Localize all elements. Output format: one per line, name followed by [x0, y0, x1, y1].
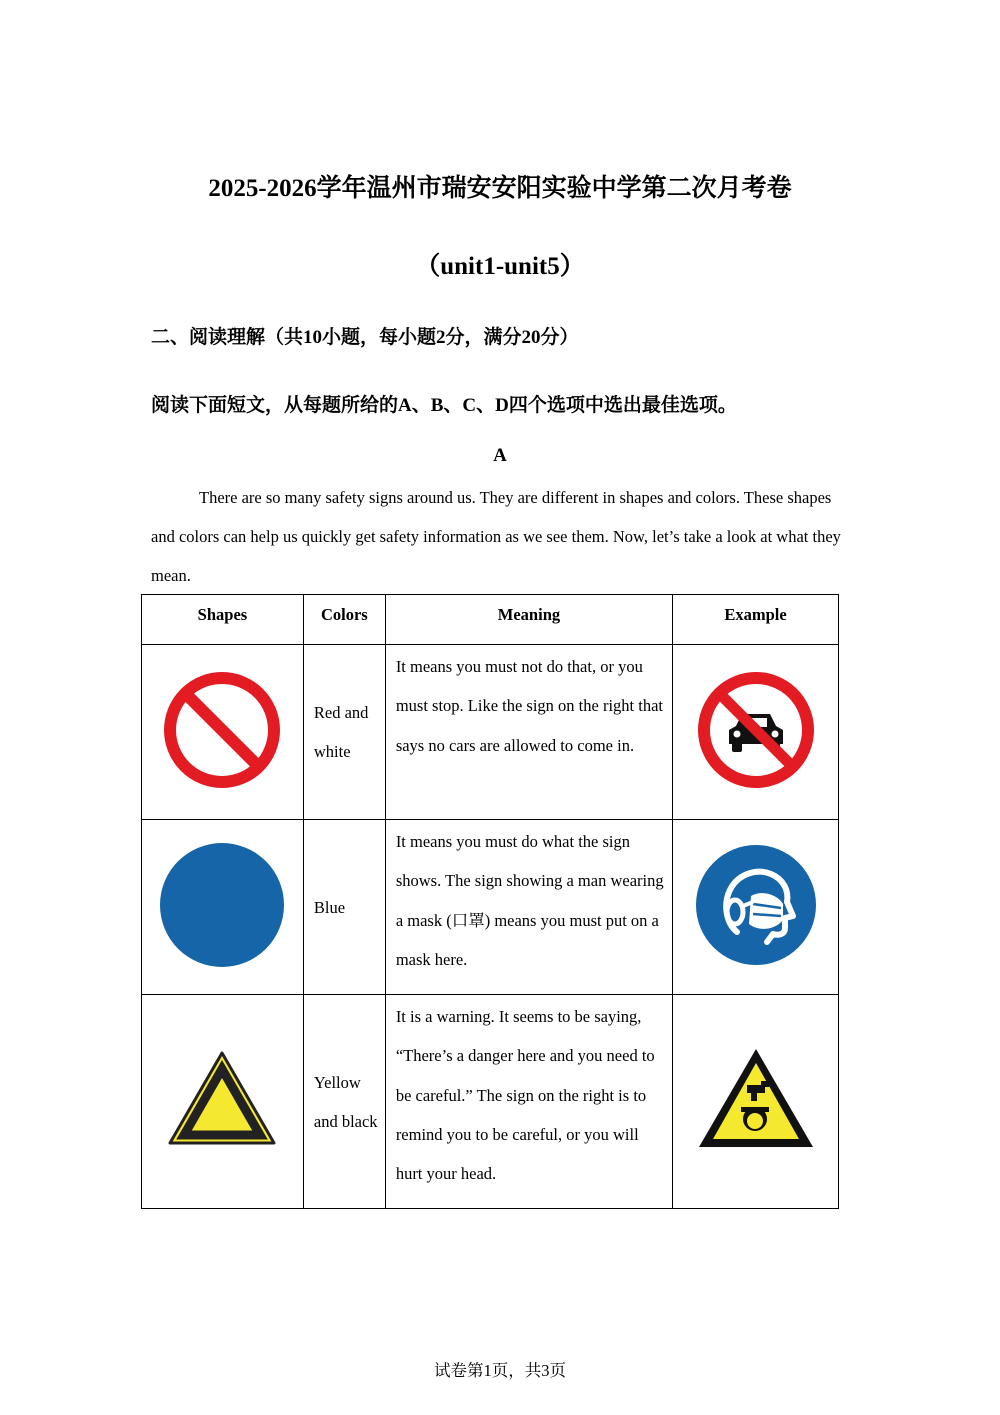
- exam-title: 2025-2026学年温州市瑞安安阳实验中学第二次月考卷: [208, 175, 792, 202]
- wear-mask-sign-icon: [695, 844, 817, 966]
- passage-label: A: [493, 445, 507, 466]
- meaning-cell: It means you must not do that, or you must stop. Like the sign on the right that says no cars are allowed to come in.: [385, 645, 672, 820]
- table-row: [142, 995, 839, 1209]
- example-cell: [673, 645, 839, 820]
- header-colors: Colors: [303, 595, 385, 645]
- header-shapes: Shapes: [142, 595, 304, 645]
- table-row: [142, 820, 839, 995]
- table-header-row: [142, 595, 839, 645]
- meaning-cell: It means you must do what the sign shows. The sign showing a man wearing a mask (口罩) means you must put on a mask here.: [385, 820, 672, 995]
- example-cell: [673, 820, 839, 995]
- shape-cell: [142, 995, 304, 1209]
- blue-circle-icon: [159, 842, 285, 968]
- red-prohibition-circle-icon: [162, 670, 282, 790]
- header-meaning: Meaning: [385, 595, 672, 645]
- example-cell: [673, 995, 839, 1209]
- shape-cell: [142, 645, 304, 820]
- table-row: [142, 645, 839, 820]
- color-cell: Blue: [303, 820, 385, 995]
- section-title: 二、阅读理解（共10小题，每小题2分，满分20分）: [151, 327, 579, 348]
- page-footer: 试卷第1页，共3页: [434, 1361, 566, 1380]
- exam-subtitle: （unit1-unit5）: [415, 253, 585, 280]
- passage-intro: There are so many safety signs around us. They are different in shapes and colors. These shapes and colors can help us quickly get safety information as we see them. Now, let’s take a look at what they mean.: [151, 488, 841, 585]
- head-injury-warning-sign-icon: [695, 1045, 817, 1153]
- no-cars-sign-icon: [696, 670, 816, 790]
- color-cell: Red and white: [303, 645, 385, 820]
- safety-signs-table: [141, 594, 839, 1209]
- color-cell: Yellow and black: [303, 995, 385, 1209]
- meaning-cell: It is a warning. It seems to be saying, “There’s a danger here and you need to be careful.” The sign on the right is to remind you to be careful, or you will hurt your head.: [385, 995, 672, 1209]
- shape-cell: [142, 820, 304, 995]
- yellow-warning-triangle-icon: [166, 1049, 278, 1149]
- header-example: Example: [673, 595, 839, 645]
- section-instruction: 阅读下面短文，从每题所给的A、B、C、D四个选项中选出最佳选项。: [151, 395, 737, 416]
